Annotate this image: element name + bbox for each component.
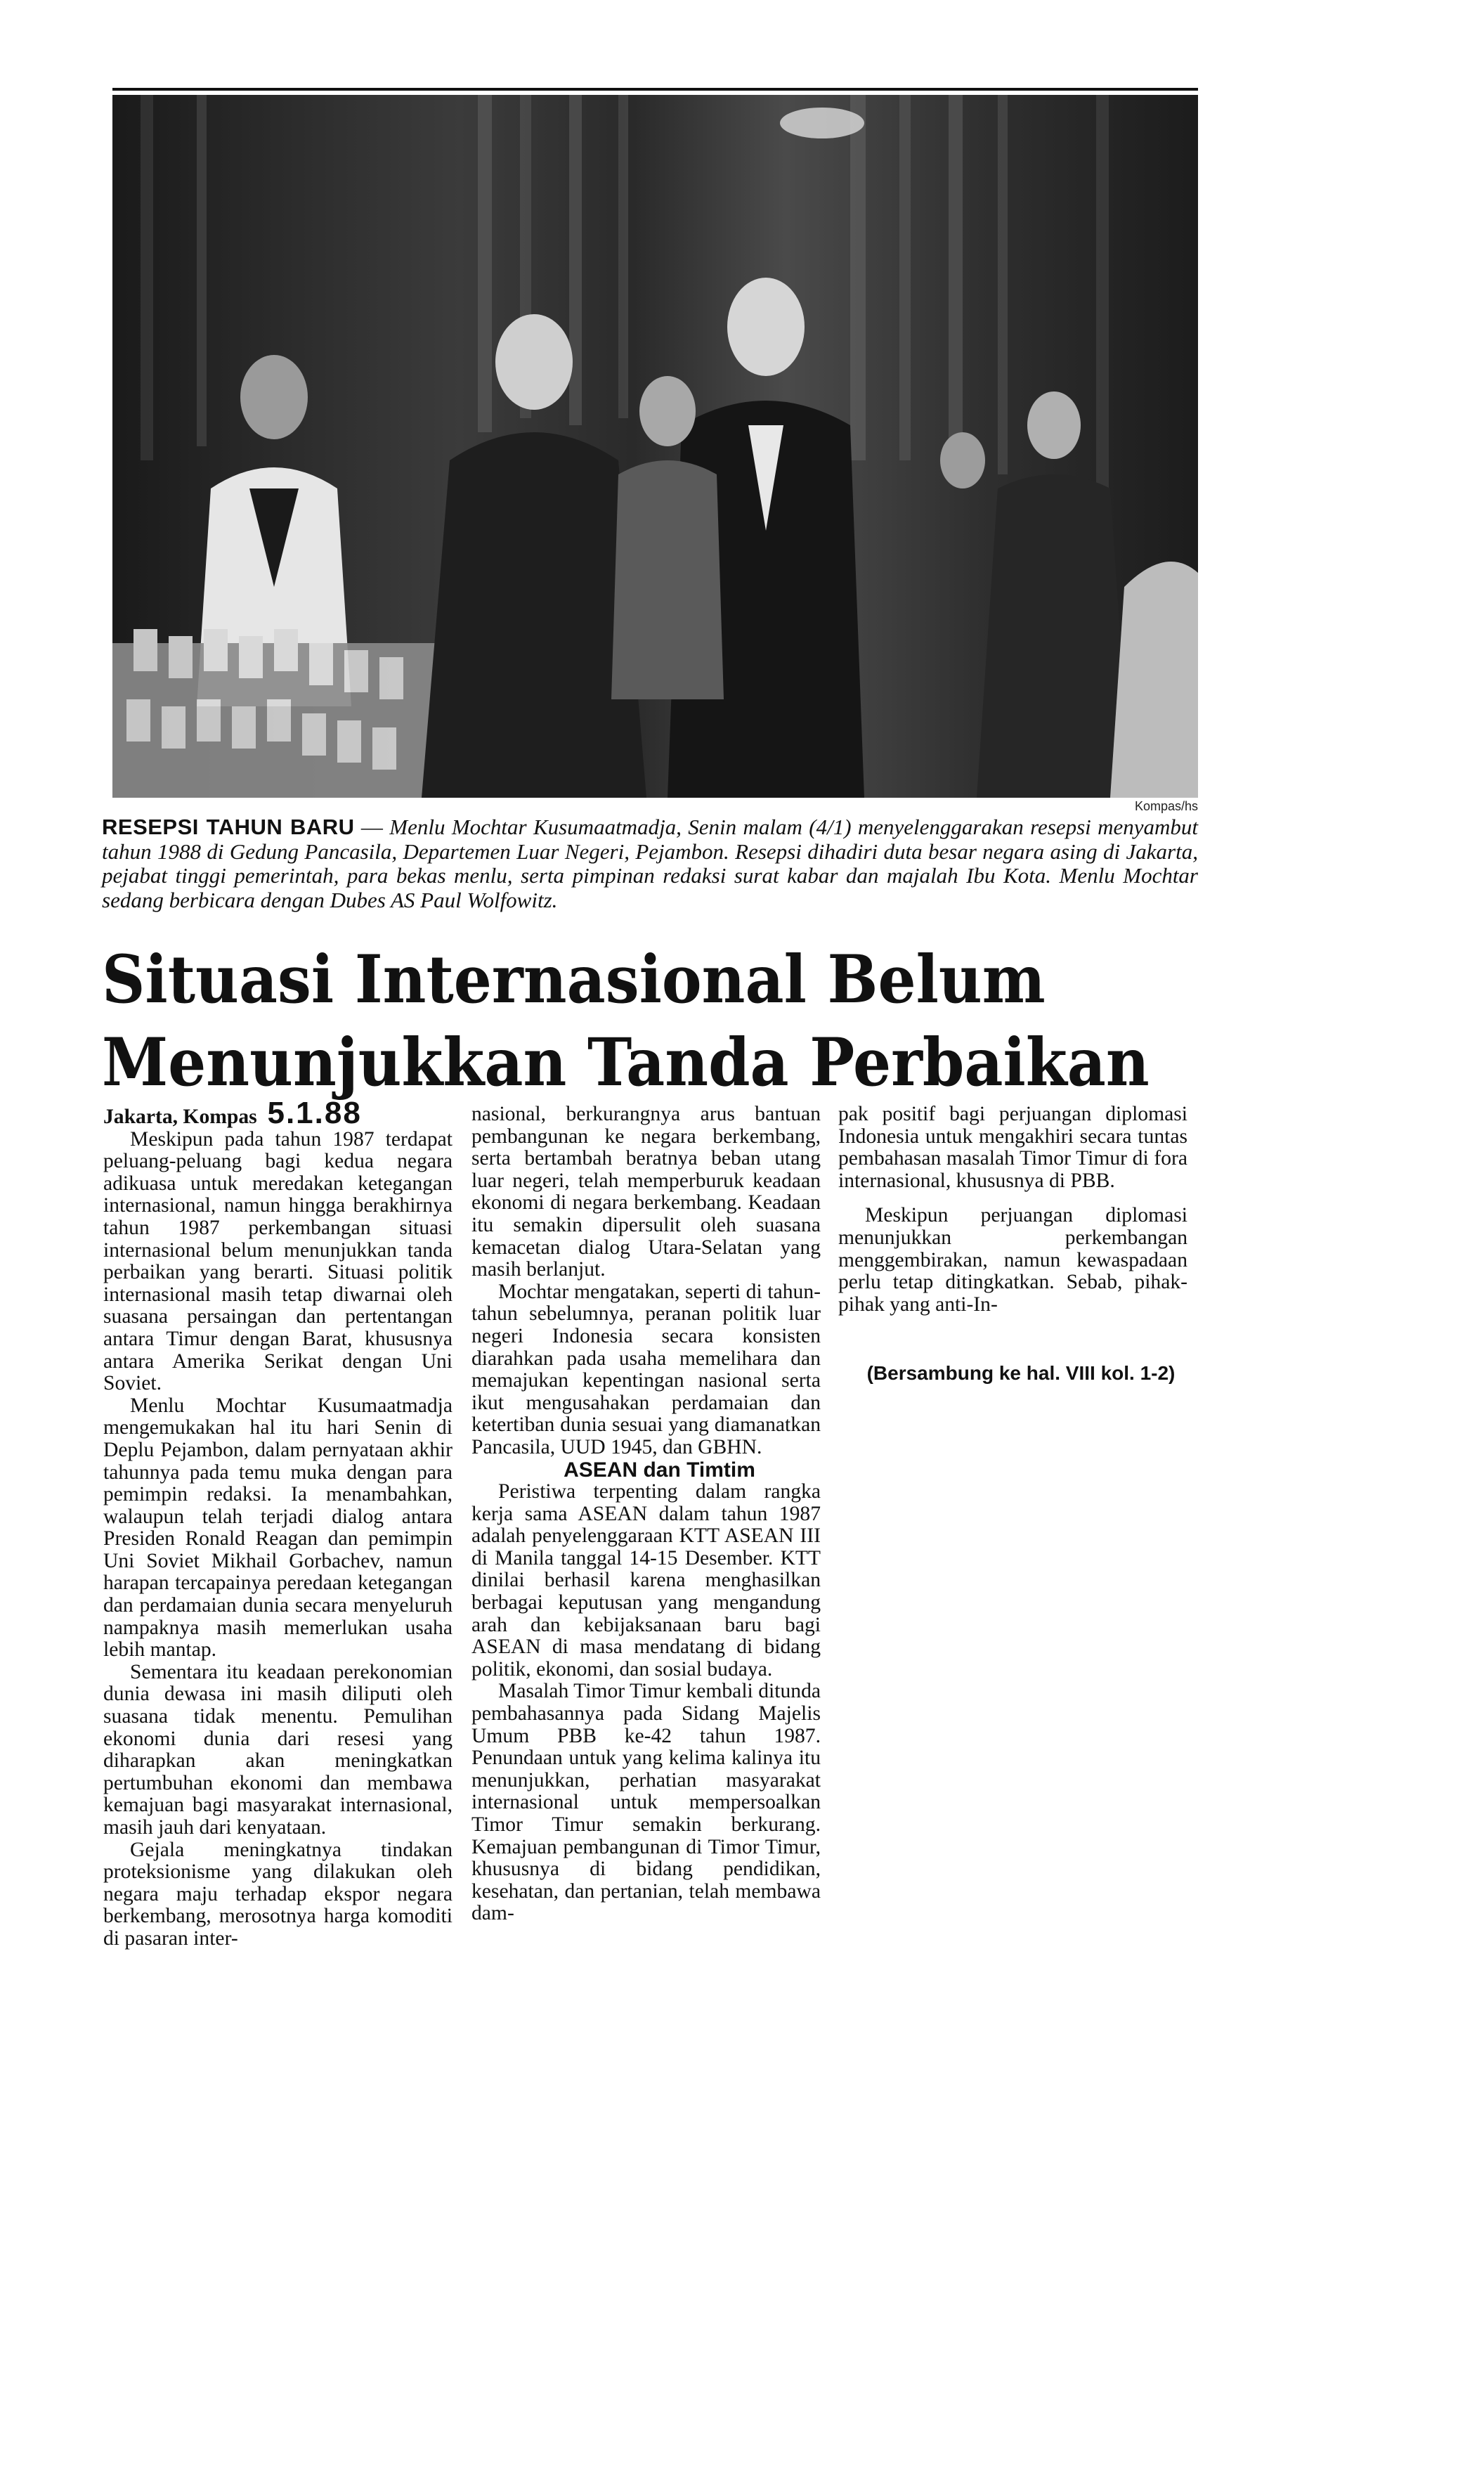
dateline: Jakarta, Kompas <box>103 1106 257 1128</box>
handwritten-date: 5.1.88 <box>267 1096 362 1130</box>
headline-line-2: Menunjukkan Tanda Perbaikan <box>102 1024 1150 1101</box>
paragraph: Mochtar mengatakan, seperti di tahun-tahun sebelumnya, peranan politik luar negeri Indonesia secara konsisten diarahkan pada usaha memelihara dan memajukan kepentingan nasional serta ikut mengusahakan perdamaian dan ketertiban dunia sesuai yang diamanatkan Pancasila, UUD 1945, dan GBHN. <box>471 1280 821 1458</box>
paragraph: Masalah Timor Timur kembali ditunda pembahasannya pada Sidang Majelis Umum PBB ke-42 tahun 1987. Penundaan untuk yang kelima kalinya itu menunjukkan, perhatian masyarakat internasional untuk mempersoalkan Timor Timur semakin berkurang. Kemajuan pembangunan di Timor Timur, khususnya di bidang pendidikan, kesehatan, dan pertanian, telah membawa dam- <box>471 1680 821 1925</box>
paragraph-continued: nasional, berkurangnya arus bantuan pembangunan ke negara berkembang, serta bertambah beratnya beban utang luar negeri, telah memperburuk keadaan ekonomi di negara berkembang. Keadaan itu semakin dipersulit oleh suasana kemacetan dialog Utara-Selatan yang masih berlanjut. <box>471 1103 821 1281</box>
dateline-row <box>103 1096 453 1130</box>
glasses-table <box>112 629 478 798</box>
top-rule <box>112 88 1198 91</box>
paragraph: Menlu Mochtar Kusumaatmadja mengemukakan hal itu hari Senin di Deplu Pejambon, dalam pernyataan akhir tahunnya pada temu muka dengan para pemimpin redaksi. Ia menambahkan, walaupun telah terjadi dialog antara Presiden Ronald Reagan dan pemimpin Uni Soviet Mikhail Gorbachev, namun harapan tercapainya peredaan ketegangan dan perdamaian dunia secara menyeluruh nampaknya masih memerlukan usaha lebih mantap. <box>103 1394 453 1662</box>
article-column-2 <box>471 1103 821 1925</box>
paragraph: Meskipun perjuangan diplomasi menunjukkan perkembangan menggembirakan, namun kewaspadaan perlu tetap ditingkatkan. Sebab, pihak-pihak yang anti-In- <box>838 1204 1187 1316</box>
caption-lead: RESEPSI TAHUN BARU <box>102 815 355 839</box>
caption-body: Menlu Mochtar Kusumaatmadja, Senin malam (4/1) menyelenggarakan resepsi menyambut tahun 1988 di Gedung Pancasila, Departemen Luar Negeri, Pejambon. Resepsi dihadiri duta besar negara asing di Jakarta, pejabat tinggi pemerintah, para bekas menlu, serta pimpinan redaksi surat kabar dan majalah Ibu Kota. Menlu Mochtar sedang berbicara dengan Dubes AS Paul Wolfowitz. <box>102 815 1199 912</box>
subheading: ASEAN dan Timtim <box>564 1458 755 1482</box>
paragraph: Gejala meningkatnya tindakan proteksionisme yang dilakukan oleh negara maju terhadap ekspor negara berkembang, merosotnya harga komoditi di pasaran inter- <box>103 1838 453 1950</box>
photo-credit: Kompas/hs <box>1134 799 1198 813</box>
article-column-1 <box>103 1096 453 1950</box>
headline-line-1: Situasi Internasional Belum <box>102 941 1046 1018</box>
guests-right <box>940 391 1198 798</box>
news-photo <box>112 95 1198 798</box>
headline <box>102 938 1150 1104</box>
photo-caption <box>102 815 1198 912</box>
caption-dash: — <box>354 815 390 839</box>
paragraph: Meskipun pada tahun 1987 terdapat peluang-peluang bagi kedua negara adikuasa untuk meredakan ketegangan internasional, namun hingga berakhirnya tahun 1987 perkembangan situasi internasional belum menunjukkan tanda perbaikan yang berarti. Situasi politik internasional masih tetap diwarnai oleh suasana persaingan dan pertentangan antara Timur dengan Barat, khususnya antara Amerika Serikat dengan Uni Soviet. <box>103 1127 453 1395</box>
paragraph: Peristiwa terpenting dalam rangka kerja sama ASEAN dalam tahun 1987 adalah penyelenggaraan KTT ASEAN III di Manila tanggal 14-15 Desember. KTT dinilai berhasil karena menghasilkan berbagai keputusan yang mengandung arah dan kebijaksanaan baru bagi ASEAN di masa mendatang di bidang politik, ekonomi, dan sosial budaya. <box>471 1480 821 1681</box>
photo-scene <box>112 95 1198 798</box>
article-column-3 <box>838 1103 1187 1316</box>
paragraph-continued: pak positif bagi perjuangan diplomasi Indonesia untuk mengakhiri secara tuntas pembahasan masalah Timor Timur di fora internasional, khususnya di PBB. <box>838 1103 1187 1192</box>
paragraph: Sementara itu keadaan perekonomian dunia dewasa ini masih diliputi oleh suasana tidak menentu. Pemulihan ekonomi dunia dari resesi yang diharapkan akan meningkatkan pertumbuhan ekonomi dan membawa kemajuan bagi masyarakat internasional, masih jauh dari kenyataan. <box>103 1660 453 1839</box>
continued-notice: (Bersambung ke hal. VIII kol. 1-2) <box>866 1362 1176 1384</box>
